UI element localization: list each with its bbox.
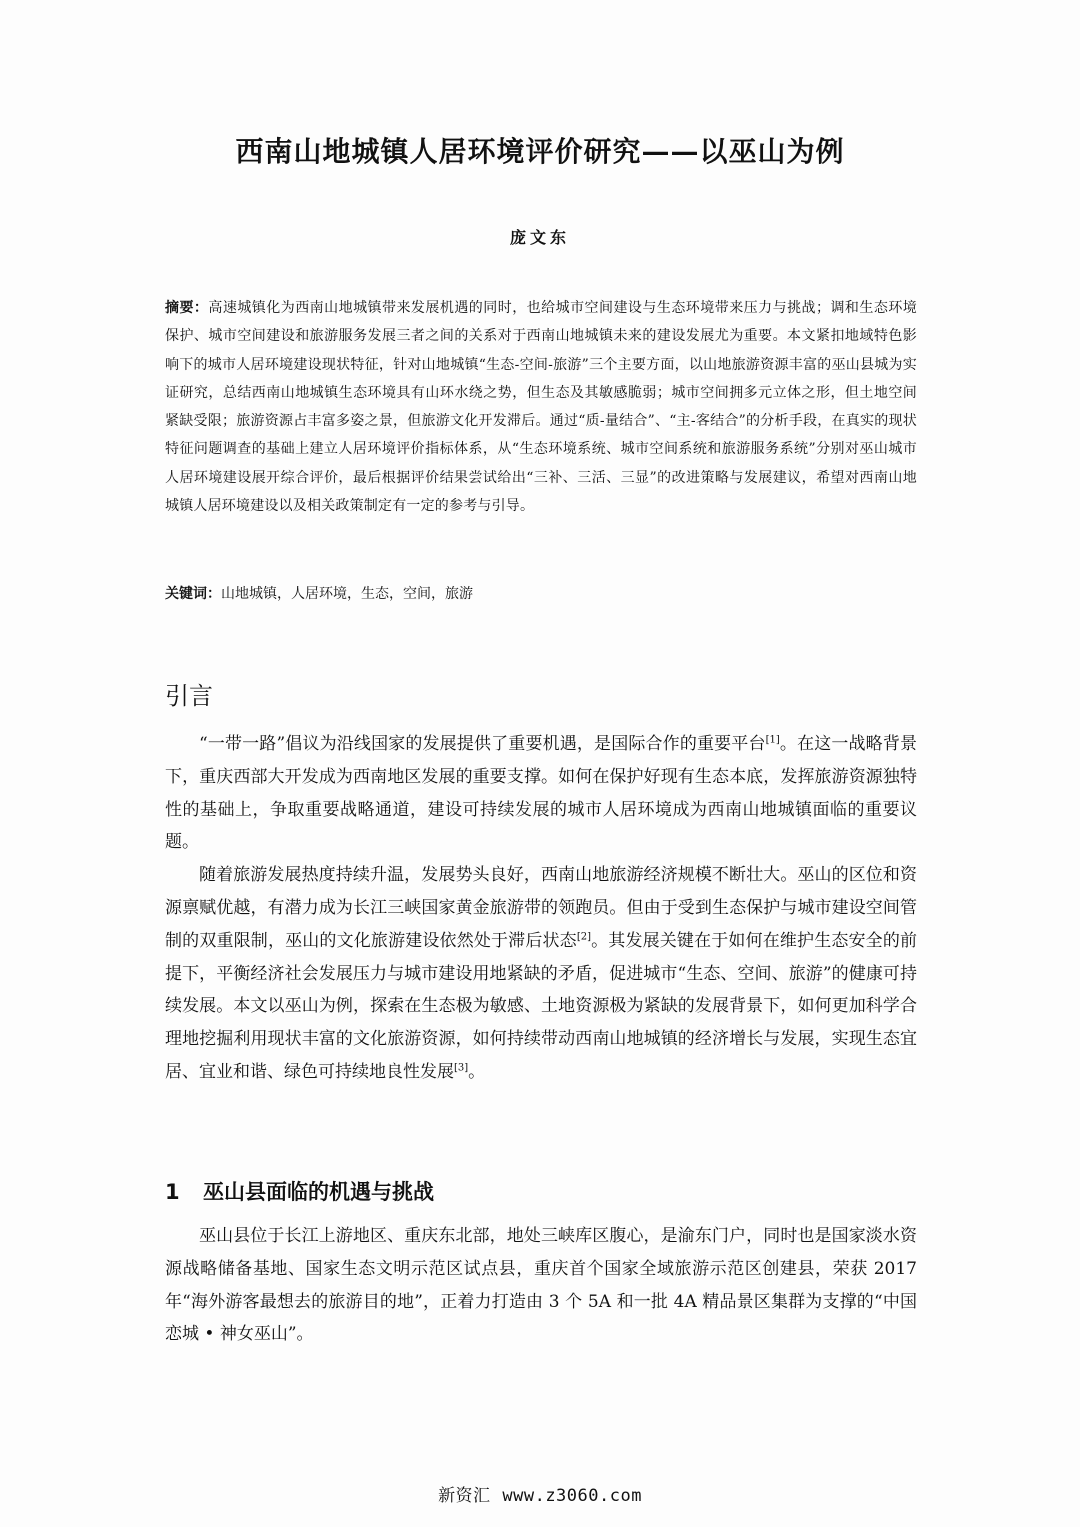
intro-p1-text-a: “一带一路”倡议为沿线国家的发展提供了重要机遇，是国际合作的重要平台: [199, 734, 766, 754]
keywords: [165, 580, 917, 608]
section-1-number: 1: [165, 1180, 180, 1204]
abstract: [165, 294, 917, 520]
intro-p1-text-b: 。在这一战略背景下，重庆西部大开发成为西南地区发展的重要支撑。如何在保护好现有生态本底，发挥旅游资源独特性的基础上，争取重要战略通道，建设可持续发展的城市人居环境成为西南山地城镇面临的重要议题。: [165, 734, 917, 853]
citation-1: [1]: [765, 734, 780, 746]
section-1-paragraph-1: 巫山县位于长江上游地区、重庆东北部，地处三峡库区腹心，是渝东门户，同时也是国家淡水资源战略储备基地、国家生态文明示范区试点县，重庆首个国家全域旅游示范区创建县，荣获 2017 年“海外游客最想去的旅游目的地”，正着力打造由 3 个 5A 和一批 4A 精品景区集群为支撑的“中国恋城 • 神女巫山”。: [165, 1226, 917, 1345]
intro-p2-text-b: 。其发展关键在于如何在维护生态安全的前提下，平衡经济社会发展压力与城市建设用地紧缺的矛盾，促进城市“生态、空间、旅游”的健康可持续发展。本文以巫山为例，探索在生态极为敏感、土地资源极为紧缺的发展背景下，如何更加科学合理地挖掘利用现状丰富的文化旅游资源，如何持续带动西南山地城镇的经济增长与发展，实现生态宜居、宜业和谐、绿色可持续地良性发展: [165, 930, 918, 1082]
footer-brand: 新资汇: [438, 1486, 491, 1506]
intro-paragraph-2: [165, 859, 917, 1089]
citation-3: [3]: [454, 1062, 469, 1074]
intro-paragraph-1: [165, 728, 917, 859]
intro-heading: 引言: [165, 682, 213, 710]
paper-title: 西南山地城镇人居环境评价研究——以巫山为例: [235, 135, 845, 168]
abstract-text: 高速城镇化为西南山地城镇带来发展机遇的同时，也给城市空间建设与生态环境带来压力与挑战；调和生态环境保护、城市空间建设和旅游服务发展三者之间的关系对于西南山地城镇未来的建设发展尤为重要。本文紧扣地域特色影响下的城市人居环境建设现状特征，针对山地城镇“生态-空间-旅游”三个主要方面，以山地旅游资源丰富的巫山县城为实证研究，总结西南山地城镇生态环境具有山环水绕之势，但生态及其敏感脆弱；城市空间拥多元立体之形，但土地空间紧缺受限；旅游资源占丰富多姿之景，但旅游文化开发滞后。通过“质-量结合”、“主-客结合”的分析手段，在真实的现状特征问题调查的基础上建立人居环境评价指标体系，从“生态环境系统、城市空间系统和旅游服务系统”分别对巫山城市人居环境建设展开综合评价，最后根据评价结果尝试给出“三补、三活、三显”的改进策略与发展建议，希望对西南山地城镇人居环境建设以及相关政策制定有一定的参考与引导。: [165, 300, 917, 515]
footer-site[interactable]: www.z3060.com: [502, 1486, 642, 1506]
footer-watermark: [0, 1483, 1080, 1509]
citation-2: [2]: [576, 931, 591, 943]
section-1-body: [165, 1220, 917, 1351]
section-1-title: 巫山县面临的机遇与挑战: [203, 1180, 434, 1204]
paper-author: 庞文东: [509, 228, 570, 247]
section-1-heading: [165, 1174, 434, 1210]
keywords-label: 关键词：: [165, 586, 221, 602]
abstract-label: 摘要：: [165, 300, 209, 316]
intro-section: [165, 728, 917, 1089]
intro-p2-text-a: 随着旅游发展热度持续升温，发展势头良好，西南山地旅游经济规模不断壮大。巫山的区位和资源禀赋优越，有潜力成为长江三峡国家黄金旅游带的领跑员。但由于受到生态保护与城市建设空间管制的双重限制，巫山的文化旅游建设依然处于滞后状态: [165, 865, 917, 951]
intro-p2-text-c: 。: [468, 1061, 486, 1082]
keywords-text: 山地城镇，人居环境，生态，空间，旅游: [221, 586, 473, 602]
